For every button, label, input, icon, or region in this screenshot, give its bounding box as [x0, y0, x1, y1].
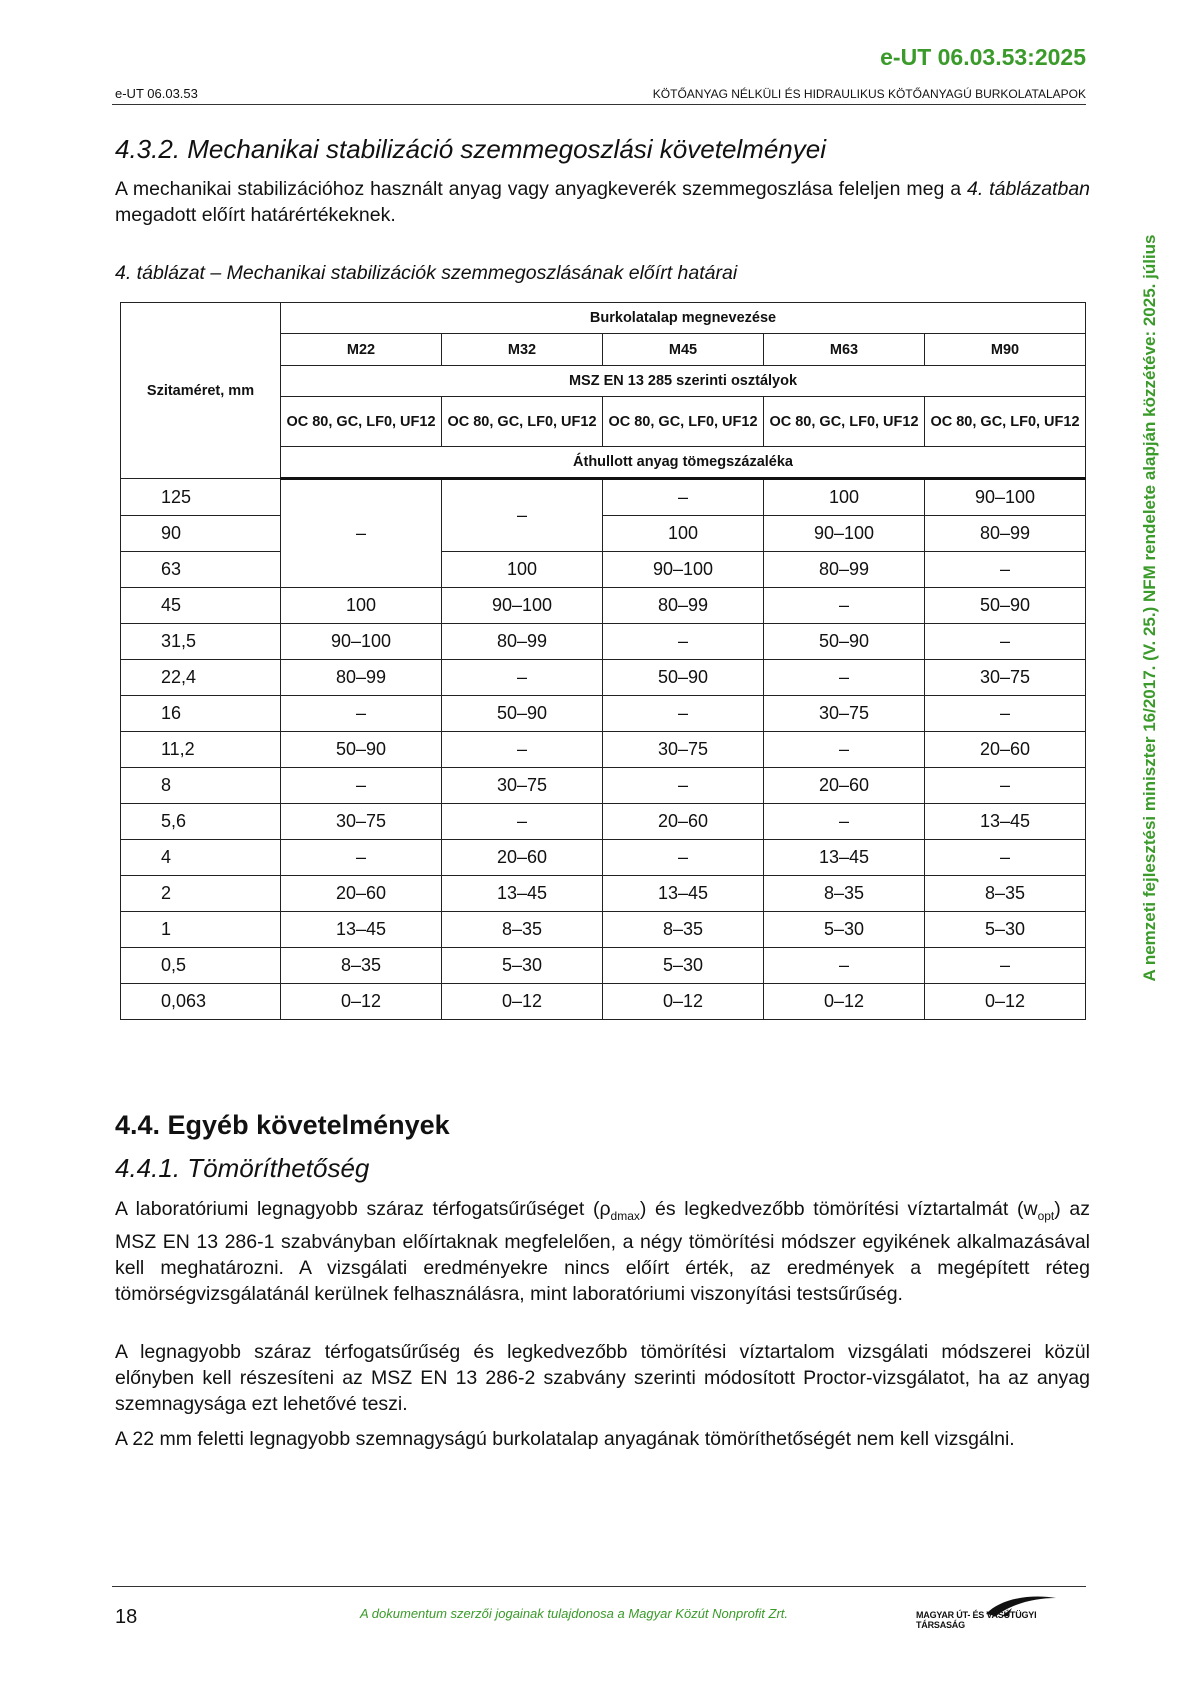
- value-cell: 30–75: [603, 732, 764, 768]
- table-row: [121, 696, 1086, 732]
- sieve-cell: 0,063: [121, 984, 281, 1020]
- value-cell: –: [764, 948, 925, 984]
- page-number: 18: [115, 1606, 138, 1628]
- section-heading-4-4: 4.4. Egyéb követelmények: [115, 1110, 450, 1140]
- table-row: [121, 732, 1086, 768]
- sieve-cell: 125: [121, 479, 281, 516]
- class-cell: OC 80, GC, LF0, UF12: [925, 397, 1086, 447]
- value-cell: –: [925, 696, 1086, 732]
- class-cell: OC 80, GC, LF0, UF12: [442, 397, 603, 447]
- value-cell: 13–45: [281, 912, 442, 948]
- value-cell: 50–90: [603, 660, 764, 696]
- base-type-header: Burkolatalap megnevezése: [281, 303, 1086, 334]
- value-cell: 5–30: [925, 912, 1086, 948]
- value-cell: 13–45: [603, 876, 764, 912]
- value-cell: 80–99: [281, 660, 442, 696]
- value-cell: 5–30: [442, 948, 603, 984]
- value-cell: –: [442, 660, 603, 696]
- value-cell: –: [603, 696, 764, 732]
- table-row: [121, 588, 1086, 624]
- rho-symbol: ρ: [599, 1198, 611, 1220]
- value-cell: –: [442, 804, 603, 840]
- value-cell: 5–30: [764, 912, 925, 948]
- sieve-cell: 2: [121, 876, 281, 912]
- table-row: [121, 768, 1086, 804]
- table-row: [121, 804, 1086, 840]
- value-cell: 0–12: [281, 984, 442, 1020]
- value-cell: –: [925, 840, 1086, 876]
- value-cell: 8–35: [442, 912, 603, 948]
- table-row: [121, 624, 1086, 660]
- value-cell: 50–90: [281, 732, 442, 768]
- class-cell: OC 80, GC, LF0, UF12: [281, 397, 442, 447]
- copyright-note: A dokumentum szerzői jogainak tulajdonosa a Magyar Közút Nonprofit Zrt.: [360, 1606, 789, 1621]
- table-row: [121, 876, 1086, 912]
- value-cell: 90–100: [442, 588, 603, 624]
- value-cell: 80–99: [764, 552, 925, 588]
- value-cell: 0–12: [925, 984, 1086, 1020]
- value-cell: 20–60: [442, 840, 603, 876]
- sieve-cell: 0,5: [121, 948, 281, 984]
- value-cell: 0–12: [764, 984, 925, 1020]
- class-cell: OC 80, GC, LF0, UF12: [603, 397, 764, 447]
- type-m32: M32: [442, 334, 603, 366]
- publication-note: A nemzeti fejlesztési miniszter 16/2017. (V. 25.) NFM rendelete alapján közzétéve: 2025. július: [1140, 234, 1159, 982]
- value-cell: 5–30: [603, 948, 764, 984]
- value-cell: 100: [281, 588, 442, 624]
- sieve-cell: 22,4: [121, 660, 281, 696]
- value-cell: 100: [764, 479, 925, 516]
- table-caption: 4. táblázat – Mechanikai stabilizációk szemmegoszlásának előírt határai: [115, 262, 738, 284]
- society-logo: MAGYAR ÚT- ÉS VASÚTÜGYI TÁRSASÁG: [916, 1592, 1086, 1630]
- sieve-cell: 16: [121, 696, 281, 732]
- sieve-cell: 8: [121, 768, 281, 804]
- table-row: [121, 984, 1086, 1020]
- value-cell: 90–100: [281, 624, 442, 660]
- table-row: [121, 840, 1086, 876]
- value-cell: –: [764, 660, 925, 696]
- value-cell: –: [603, 840, 764, 876]
- table-row: [121, 552, 1086, 588]
- sieve-cell: 11,2: [121, 732, 281, 768]
- value-cell: 80–99: [925, 516, 1086, 552]
- value-cell: 13–45: [925, 804, 1086, 840]
- type-m22: M22: [281, 334, 442, 366]
- value-cell: 20–60: [603, 804, 764, 840]
- merged-cell-m32: –: [442, 479, 603, 552]
- value-cell: 50–90: [925, 588, 1086, 624]
- table-reference: 4. táblázatban: [967, 178, 1091, 200]
- value-cell: 8–35: [925, 876, 1086, 912]
- value-cell: –: [281, 768, 442, 804]
- value-cell: –: [603, 479, 764, 516]
- sieve-cell: 63: [121, 552, 281, 588]
- value-cell: 20–60: [764, 768, 925, 804]
- header-left: e-UT 06.03.53: [115, 86, 198, 101]
- value-cell: 100: [442, 552, 603, 588]
- value-cell: 30–75: [442, 768, 603, 804]
- section-heading-4-3-2: 4.3.2. Mechanikai stabilizáció szemmegoszlási követelményei: [115, 134, 826, 164]
- value-cell: 0–12: [603, 984, 764, 1020]
- value-cell: 90–100: [925, 479, 1086, 516]
- value-cell: –: [281, 696, 442, 732]
- compaction-paragraph-2: A legnagyobb száraz térfogatsűrűség és legkedvezőbb tömörítési víztartalom vizsgálati módszerei közül előnyben kell részesíteni az MSZ EN 13 286-2 szabvány szerinti módosított Proctor-vizsgálatot, ha az anyag szemnagysága ezt lehetővé teszi.: [115, 1341, 1090, 1415]
- table-row: [121, 660, 1086, 696]
- value-cell: 30–75: [925, 660, 1086, 696]
- value-cell: 0–12: [442, 984, 603, 1020]
- document-id: e-UT 06.03.53:2025: [880, 44, 1086, 70]
- sieve-cell: 1: [121, 912, 281, 948]
- value-cell: –: [925, 768, 1086, 804]
- footer-divider: [112, 1586, 1086, 1587]
- value-cell: –: [442, 732, 603, 768]
- value-cell: –: [764, 588, 925, 624]
- compaction-paragraph-1: A laboratóriumi legnagyobb száraz térfogatsűrűséget $(\rho_{dmax})$ és legkedvezőbb tömörítési víztartalmát $(w_{opt})$ az MSZ EN 13 286-1 szabványban előírtaknak megfelelően, a négy tömörítési módszer egyikének alkalmazásával kell meghatározni. A vizsgálati eredményekre nincs előírt érték, az eredmények a megépített réteg tömörségvizsgálatánál kerülnek felhasználásra, mint laboratóriumi viszonyítási testsűrűség.: [115, 1198, 1090, 1305]
- class-cell: OC 80, GC, LF0, UF12: [764, 397, 925, 447]
- sieve-cell: 5,6: [121, 804, 281, 840]
- value-cell: 50–90: [764, 624, 925, 660]
- sieve-cell: 4: [121, 840, 281, 876]
- value-cell: –: [603, 624, 764, 660]
- value-cell: –: [925, 624, 1086, 660]
- table-row: [121, 912, 1086, 948]
- value-cell: 8–35: [603, 912, 764, 948]
- type-m45: M45: [603, 334, 764, 366]
- sieve-size-header: Szitaméret, mm: [121, 303, 281, 479]
- value-cell: 50–90: [442, 696, 603, 732]
- value-cell: –: [925, 552, 1086, 588]
- grading-table: [120, 302, 1086, 1020]
- value-cell: 100: [603, 516, 764, 552]
- value-cell: 13–45: [764, 840, 925, 876]
- value-cell: –: [925, 948, 1086, 984]
- value-cell: 80–99: [603, 588, 764, 624]
- sieve-cell: 31,5: [121, 624, 281, 660]
- value-cell: –: [764, 804, 925, 840]
- merged-cell-m22: –: [281, 479, 442, 588]
- value-cell: 13–45: [442, 876, 603, 912]
- header-divider: [112, 104, 1086, 105]
- value-cell: 30–75: [281, 804, 442, 840]
- value-cell: –: [281, 840, 442, 876]
- table-row: [121, 948, 1086, 984]
- value-cell: 20–60: [281, 876, 442, 912]
- passing-header: Áthullott anyag tömegszázaléka: [281, 447, 1086, 479]
- header-right: KÖTŐANYAG NÉLKÜLI ÉS HIDRAULIKUS KÖTŐANYAGÚ BURKOLATALAPOK: [652, 87, 1086, 101]
- class-header: MSZ EN 13 285 szerinti osztályok: [281, 366, 1086, 397]
- value-cell: 8–35: [281, 948, 442, 984]
- value-cell: 90–100: [764, 516, 925, 552]
- section-4-3-2-paragraph: A mechanikai stabilizációhoz használt anyag vagy anyagkeverék szemmegoszlása feleljen meg a 4. táblázatban megadott előírt határértékeknek.: [115, 178, 1091, 226]
- value-cell: 20–60: [925, 732, 1086, 768]
- sieve-cell: 90: [121, 516, 281, 552]
- value-cell: –: [603, 768, 764, 804]
- table-row: [121, 516, 1086, 552]
- table-row: [121, 479, 1086, 516]
- value-cell: 8–35: [764, 876, 925, 912]
- type-m63: M63: [764, 334, 925, 366]
- section-heading-4-4-1: 4.4.1. Tömöríthetőség: [115, 1153, 370, 1183]
- value-cell: 90–100: [603, 552, 764, 588]
- value-cell: 80–99: [442, 624, 603, 660]
- type-m90: M90: [925, 334, 1086, 366]
- compaction-paragraph-3: A 22 mm feletti legnagyobb szemnagyságú burkolatalap anyagának tömöríthetőségét nem kell vizsgálni.: [115, 1428, 1015, 1450]
- value-cell: 30–75: [764, 696, 925, 732]
- value-cell: –: [764, 732, 925, 768]
- sieve-cell: 45: [121, 588, 281, 624]
